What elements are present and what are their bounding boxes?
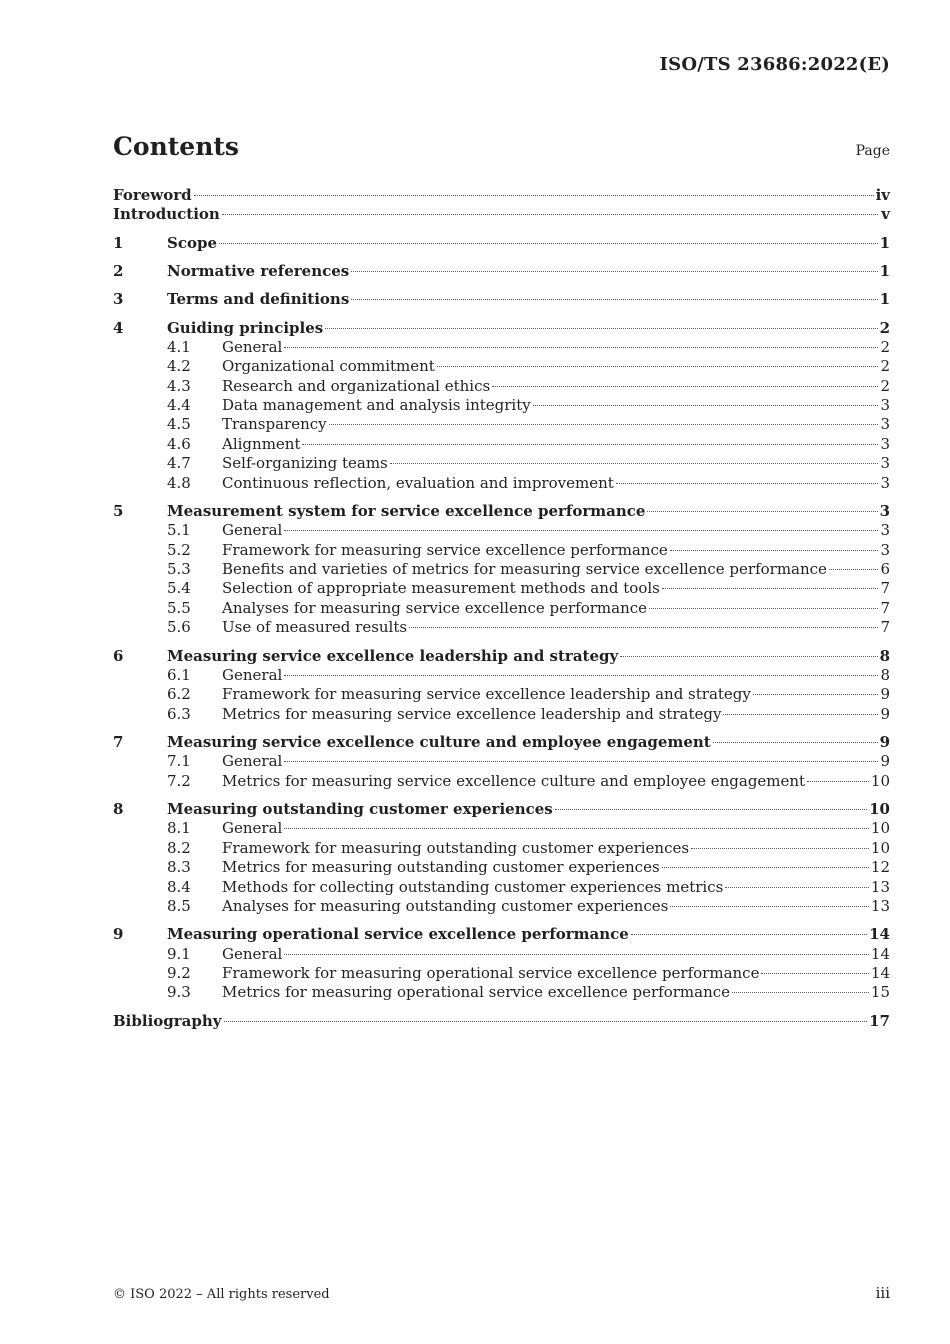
toc-entry-number: 8.4 (167, 877, 191, 896)
toc-entry-page: 2 (880, 376, 890, 395)
toc-entry-page: 9 (879, 733, 890, 751)
toc-dot-leader (807, 781, 869, 782)
toc-dot-leader (662, 867, 869, 868)
toc-entry-title[interactable]: Methods for collecting outstanding customer experiences metrics (222, 877, 724, 896)
toc-entry-number: 8 (113, 800, 124, 819)
toc-entry-title[interactable]: Bibliography (113, 1011, 222, 1030)
toc-entry-title[interactable]: Metrics for measuring service excellence leadership and strategy (222, 704, 722, 723)
toc-entry[interactable] (113, 338, 890, 357)
toc-entry-page: 13 (870, 897, 890, 916)
toc-entry-number: 7 (113, 733, 124, 751)
toc-entry-page: 8 (879, 646, 890, 665)
toc-entry-title[interactable]: Analyses for measuring service excellence performance (222, 598, 648, 617)
toc-entry-page: 12 (870, 858, 890, 877)
toc-dot-leader (616, 483, 878, 484)
toc-entry-title[interactable]: General (222, 819, 283, 838)
toc-entry-number: 5.2 (167, 540, 191, 559)
toc-entry-number: 9.2 (167, 964, 191, 983)
toc-entry-title[interactable]: Foreword (113, 186, 192, 204)
toc-dot-leader (662, 588, 878, 589)
toc-entry[interactable] (113, 800, 890, 819)
toc-entry-page: 10 (870, 819, 890, 838)
toc-entry-title[interactable]: Metrics for measuring operational service excellence performance (222, 983, 731, 1002)
toc-title: Contents (113, 132, 240, 161)
toc-entry[interactable] (113, 377, 890, 396)
toc-entry-number: 1 (113, 233, 124, 252)
toc-dot-leader (647, 511, 877, 512)
toc-header (113, 132, 890, 161)
toc-entry-title[interactable]: General (222, 752, 283, 771)
toc-entry-number: 5.6 (167, 618, 191, 637)
toc-entry-number: 5.5 (167, 598, 191, 617)
toc-entry-title[interactable]: General (222, 337, 283, 356)
toc-dot-leader (725, 887, 869, 888)
toc-entry-number: 6.1 (167, 665, 191, 684)
toc-dot-leader (492, 386, 878, 387)
toc-entry[interactable] (113, 435, 890, 454)
toc-entry-page: 1 (879, 261, 890, 280)
toc-dot-leader (555, 809, 867, 810)
toc-entry-page: 14 (870, 964, 890, 983)
toc-entry-title[interactable]: Analyses for measuring outstanding customer experiences (222, 897, 669, 916)
toc-dot-leader (620, 656, 877, 657)
toc-entry-title[interactable]: Data management and analysis integrity (222, 396, 531, 415)
toc-entry-page: iv (875, 186, 890, 204)
toc-entry[interactable] (113, 878, 890, 897)
toc-entry-page: 3 (880, 434, 890, 453)
toc-dot-leader (691, 848, 869, 849)
toc-entry-number: 5.1 (167, 521, 191, 540)
toc-entry-title[interactable]: Self-organizing teams (222, 454, 388, 473)
toc-entry-title[interactable]: Terms and definitions (167, 290, 350, 309)
toc-entry-page: 2 (880, 357, 890, 376)
toc-entry[interactable] (113, 205, 890, 224)
toc-entry[interactable] (113, 733, 890, 752)
toc-entry-title[interactable]: General (222, 521, 283, 540)
toc-dot-leader (670, 550, 878, 551)
toc-entry-page: 10 (869, 800, 890, 819)
toc-dot-leader (670, 906, 869, 907)
toc-entry-title[interactable]: Normative references (167, 261, 350, 280)
toc-entry-page: 2 (880, 337, 890, 356)
toc-dot-leader (351, 299, 877, 300)
toc-entry[interactable] (113, 1012, 890, 1031)
toc-entry-page: 9 (880, 685, 890, 704)
toc-entry[interactable] (113, 685, 890, 704)
toc-entry-number: 6.3 (167, 704, 191, 723)
toc-entry[interactable] (113, 234, 890, 253)
toc-entry-page: 3 (880, 473, 890, 492)
toc-entry-page: 17 (869, 1011, 890, 1030)
toc-dot-leader (284, 675, 878, 676)
toc-dot-leader (351, 271, 877, 272)
toc-entry-number: 9.1 (167, 944, 191, 963)
toc-entry-number: 8.3 (167, 858, 191, 877)
toc-entry[interactable] (113, 964, 890, 983)
toc-entry-page: 13 (870, 877, 890, 896)
toc-entry-page: 3 (880, 396, 890, 415)
toc-dot-leader (390, 463, 878, 464)
toc-entry-title[interactable]: Measuring service excellence leadership and strategy (167, 646, 619, 665)
toc-entry[interactable] (113, 839, 890, 858)
toc-entry-page: 1 (879, 233, 890, 252)
toc-entry[interactable] (113, 752, 890, 771)
table-of-contents (113, 186, 890, 1031)
toc-entry-title[interactable]: Alignment (222, 434, 301, 453)
toc-dot-leader (761, 973, 868, 974)
toc-dot-leader (284, 761, 878, 762)
toc-entry-title[interactable]: Framework for measuring operational service excellence performance (222, 964, 760, 983)
toc-dot-leader (302, 444, 878, 445)
copyright-notice: © ISO 2022 – All rights reserved (113, 1287, 330, 1302)
toc-entry-page: v (881, 205, 890, 224)
toc-dot-leader (284, 954, 869, 955)
toc-entry[interactable] (113, 290, 890, 309)
toc-entry-page: 10 (870, 838, 890, 857)
toc-entry-title[interactable]: Metrics for measuring outstanding customer experiences (222, 858, 660, 877)
toc-entry-number: 5.3 (167, 560, 191, 579)
toc-entry[interactable] (113, 319, 890, 338)
toc-dot-leader (222, 214, 878, 215)
toc-entry-number: 7.2 (167, 771, 191, 790)
toc-entry[interactable] (113, 396, 890, 415)
toc-entry-number: 4.3 (167, 376, 191, 395)
toc-entry[interactable] (113, 925, 890, 944)
toc-dot-leader (329, 424, 878, 425)
toc-entry-page: 3 (880, 521, 890, 540)
toc-entry-page: 1 (879, 290, 890, 309)
toc-entry-page: 2 (879, 318, 890, 337)
standard-identifier: ISO/TS 23686:2022(E) (659, 54, 890, 75)
toc-entry-number: 4.7 (167, 454, 191, 473)
toc-entry-page: 3 (880, 540, 890, 559)
toc-entry[interactable] (113, 454, 890, 473)
toc-entry-number: 4.2 (167, 357, 191, 376)
toc-entry[interactable] (113, 521, 890, 540)
toc-entry[interactable] (113, 186, 890, 205)
toc-entry-number: 4.8 (167, 473, 191, 492)
toc-entry-title[interactable]: Scope (167, 233, 218, 252)
toc-entry-page: 15 (870, 983, 890, 1002)
page-number: iii (875, 1284, 890, 1302)
toc-dot-leader (219, 243, 878, 244)
toc-entry-page: 14 (869, 925, 890, 944)
toc-entry[interactable] (113, 772, 890, 791)
toc-entry[interactable] (113, 858, 890, 877)
toc-entry[interactable] (113, 618, 890, 637)
toc-entry-number: 3 (113, 290, 124, 309)
toc-dot-leader (194, 195, 874, 196)
toc-entry-page: 7 (880, 618, 890, 637)
toc-entry-title[interactable]: Research and organizational ethics (222, 376, 491, 395)
toc-entry[interactable] (113, 541, 890, 560)
toc-entry-page: 3 (880, 415, 890, 434)
toc-entry-title[interactable]: Selection of appropriate measurement methods and tools (222, 579, 660, 598)
toc-entry[interactable] (113, 415, 890, 434)
page-footer (113, 1284, 890, 1302)
toc-entry-title[interactable]: Continuous reflection, evaluation and improvement (222, 473, 614, 492)
toc-entry[interactable] (113, 705, 890, 724)
toc-entry-title[interactable]: Introduction (113, 205, 220, 224)
toc-entry-page: 8 (880, 665, 890, 684)
toc-entry[interactable] (113, 599, 890, 618)
toc-entry-page: 10 (870, 771, 890, 790)
toc-entry-number: 4.4 (167, 396, 191, 415)
toc-dot-leader (284, 828, 869, 829)
toc-entry-title[interactable]: Measurement system for service excellence performance (167, 501, 646, 520)
toc-entry[interactable] (113, 897, 890, 916)
toc-entry-number: 7.1 (167, 752, 191, 771)
toc-entry-page: 3 (879, 501, 890, 520)
toc-entry-number: 4.1 (167, 337, 191, 356)
toc-entry-page: 6 (880, 560, 890, 579)
toc-dot-leader (409, 627, 878, 628)
toc-entry[interactable] (113, 647, 890, 666)
toc-entry-title[interactable]: Benefits and varieties of metrics for measuring service excellence performance (222, 560, 827, 579)
toc-entry-page: 7 (880, 579, 890, 598)
toc-dot-leader (723, 714, 878, 715)
toc-dot-leader (224, 1021, 868, 1022)
toc-entry-number: 4.6 (167, 434, 191, 453)
toc-entry-title[interactable]: Metrics for measuring service excellence culture and employee engagement (222, 771, 806, 790)
toc-dot-leader (753, 694, 878, 695)
toc-entry-number: 6.2 (167, 685, 191, 704)
toc-entry[interactable] (113, 945, 890, 964)
toc-entry-title[interactable]: Framework for measuring service excellence leadership and strategy (222, 685, 751, 704)
toc-entry-number: 8.2 (167, 838, 191, 857)
toc-entry-number: 8.1 (167, 819, 191, 838)
toc-entry-page: 9 (880, 704, 890, 723)
toc-entry[interactable] (113, 560, 890, 579)
toc-entry[interactable] (113, 357, 890, 376)
toc-entry-number: 8.5 (167, 897, 191, 916)
toc-dot-leader (631, 934, 867, 935)
toc-dot-leader (713, 742, 878, 743)
toc-entry-number: 2 (113, 261, 124, 280)
toc-entry-title[interactable]: Measuring operational service excellence performance (167, 925, 629, 944)
toc-dot-leader (732, 992, 869, 993)
toc-dot-leader (284, 530, 878, 531)
toc-entry[interactable] (113, 819, 890, 838)
page-column-label: Page (855, 143, 890, 159)
toc-dot-leader (284, 347, 878, 348)
toc-entry-title[interactable]: Guiding principles (167, 318, 324, 337)
toc-entry-title[interactable]: General (222, 944, 283, 963)
toc-entry-title[interactable]: Use of measured results (222, 618, 408, 637)
toc-dot-leader (533, 405, 878, 406)
toc-entry[interactable] (113, 262, 890, 281)
toc-entry-number: 4.5 (167, 415, 191, 434)
toc-dot-leader (829, 569, 878, 570)
toc-entry-title[interactable]: Transparency (222, 415, 327, 434)
toc-entry-title[interactable]: Framework for measuring service excellence performance (222, 540, 668, 559)
toc-entry-page: 7 (880, 598, 890, 617)
toc-entry-number: 4 (113, 318, 124, 337)
toc-dot-leader (649, 608, 878, 609)
toc-entry-number: 5.4 (167, 579, 191, 598)
toc-entry-page: 9 (880, 752, 890, 771)
toc-entry[interactable] (113, 502, 890, 521)
toc-entry[interactable] (113, 579, 890, 598)
toc-entry-title[interactable]: Framework for measuring outstanding customer experiences (222, 838, 690, 857)
toc-entry-title[interactable]: Measuring service excellence culture and employee engagement (167, 733, 711, 751)
toc-entry-page: 14 (870, 944, 890, 963)
toc-entry-title[interactable]: Organizational commitment (222, 357, 435, 376)
toc-dot-leader (325, 328, 877, 329)
toc-entry-page: 3 (880, 454, 890, 473)
toc-entry[interactable] (113, 474, 890, 493)
toc-entry[interactable] (113, 983, 890, 1002)
toc-entry[interactable] (113, 666, 890, 685)
toc-entry-number: 6 (113, 646, 124, 665)
toc-entry-title[interactable]: Measuring outstanding customer experiences (167, 800, 553, 819)
toc-entry-title[interactable]: General (222, 665, 283, 684)
toc-entry-number: 9 (113, 925, 124, 944)
toc-dot-leader (437, 366, 878, 367)
toc-entry-number: 9.3 (167, 983, 191, 1002)
toc-entry-number: 5 (113, 501, 124, 520)
